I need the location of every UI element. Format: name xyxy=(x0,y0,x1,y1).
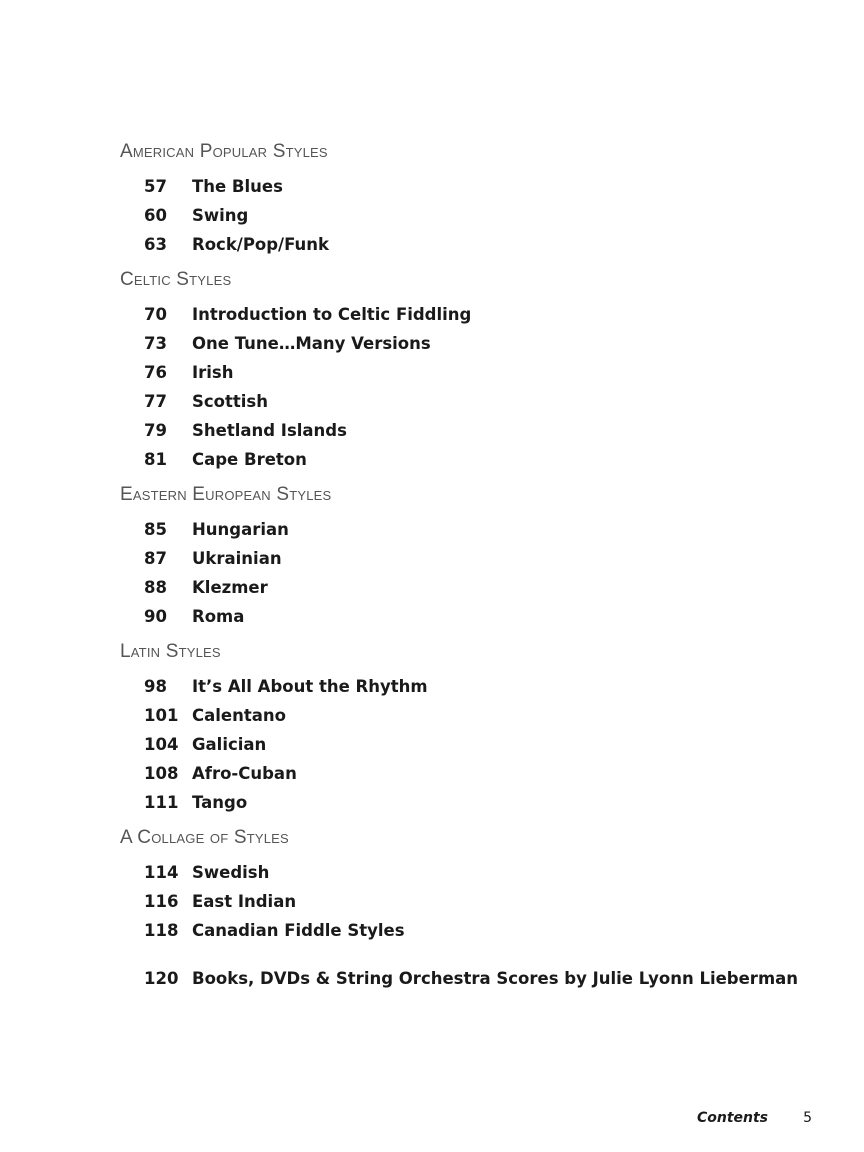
toc-entry[interactable] xyxy=(144,230,820,259)
toc-entry[interactable] xyxy=(144,329,820,358)
section-heading: Eastern European Styles xyxy=(120,484,332,505)
entry-page-number: 98 xyxy=(144,677,167,696)
entry-title: Books, DVDs & String Orchestra Scores by Julie Lyonn Lieberman xyxy=(192,969,799,988)
toc-entry[interactable] xyxy=(144,730,820,759)
toc-entry[interactable] xyxy=(144,573,820,602)
toc-entry[interactable] xyxy=(144,858,820,887)
entry-title: Scottish xyxy=(192,392,268,411)
entry-page-number: 79 xyxy=(144,421,167,440)
toc-entry[interactable] xyxy=(144,358,820,387)
toc-entry[interactable] xyxy=(144,916,820,945)
entry-page-number: 76 xyxy=(144,363,167,382)
entry-page-number: 114 xyxy=(144,863,179,882)
entry-title: Introduction to Celtic Fiddling xyxy=(192,305,472,324)
entry-title: Swedish xyxy=(192,863,270,882)
entry-page-number: 88 xyxy=(144,578,167,597)
entry-page-number: 118 xyxy=(144,921,179,940)
entry-title: The Blues xyxy=(192,177,283,196)
entry-page-number: 90 xyxy=(144,607,167,626)
entry-title: Roma xyxy=(192,607,245,626)
toc-entry[interactable] xyxy=(144,672,820,701)
toc-entry[interactable] xyxy=(144,701,820,730)
entry-title: Rock/Pop/Funk xyxy=(192,235,330,254)
entry-page-number: 57 xyxy=(144,177,167,196)
entry-title: Galician xyxy=(192,735,267,754)
toc-section xyxy=(120,640,820,817)
entry-page-number: 101 xyxy=(144,706,179,725)
entry-page-number: 120 xyxy=(144,969,179,988)
toc-section xyxy=(120,140,820,259)
entry-page-number: 108 xyxy=(144,764,179,783)
toc-entry[interactable] xyxy=(144,544,820,573)
table-of-contents xyxy=(120,140,820,993)
toc-entry[interactable] xyxy=(144,387,820,416)
entry-title: Klezmer xyxy=(192,578,268,597)
toc-section xyxy=(120,826,820,945)
entry-page-number: 111 xyxy=(144,793,179,812)
entry-page-number: 104 xyxy=(144,735,179,754)
footer-section-label: Contents xyxy=(696,1110,768,1126)
entry-title: East Indian xyxy=(192,892,297,911)
entry-title: Tango xyxy=(192,793,248,812)
toc-entry-standalone[interactable] xyxy=(144,964,820,993)
entry-page-number: 85 xyxy=(144,520,167,539)
entry-title: Afro-Cuban xyxy=(192,764,297,783)
entry-title: Ukrainian xyxy=(192,549,282,568)
entry-title: Hungarian xyxy=(192,520,289,539)
section-heading: A Collage of Styles xyxy=(120,827,289,848)
entry-page-number: 87 xyxy=(144,549,167,568)
section-heading: Latin Styles xyxy=(120,641,221,662)
entry-page-number: 63 xyxy=(144,235,167,254)
toc-entry[interactable] xyxy=(144,172,820,201)
entry-title: Canadian Fiddle Styles xyxy=(192,921,405,940)
entry-title: It’s All About the Rhythm xyxy=(192,677,428,696)
section-heading: American Popular Styles xyxy=(120,141,328,162)
page-footer xyxy=(0,1110,864,1134)
entry-page-number: 77 xyxy=(144,392,167,411)
toc-entry[interactable] xyxy=(144,788,820,817)
entry-page-number: 81 xyxy=(144,450,167,469)
entry-title: Shetland Islands xyxy=(192,421,347,440)
entry-title: Calentano xyxy=(192,706,286,725)
toc-entry[interactable] xyxy=(144,300,820,329)
toc-section xyxy=(120,268,820,474)
toc-entry[interactable] xyxy=(144,515,820,544)
section-heading: Celtic Styles xyxy=(120,269,232,290)
toc-entry[interactable] xyxy=(144,602,820,631)
entry-title: Irish xyxy=(192,363,234,382)
entry-page-number: 70 xyxy=(144,305,167,324)
entry-page-number: 73 xyxy=(144,334,167,353)
entry-title: One Tune…Many Versions xyxy=(192,334,431,353)
toc-entry[interactable] xyxy=(144,759,820,788)
toc-entry[interactable] xyxy=(144,887,820,916)
entry-page-number: 60 xyxy=(144,206,167,225)
entry-title: Cape Breton xyxy=(192,450,307,469)
page-number: 5 xyxy=(803,1110,812,1126)
toc-section xyxy=(120,483,820,631)
toc-entry[interactable] xyxy=(144,445,820,474)
entry-page-number: 116 xyxy=(144,892,179,911)
entry-title: Swing xyxy=(192,206,249,225)
toc-entry[interactable] xyxy=(144,416,820,445)
toc-entry[interactable] xyxy=(144,201,820,230)
